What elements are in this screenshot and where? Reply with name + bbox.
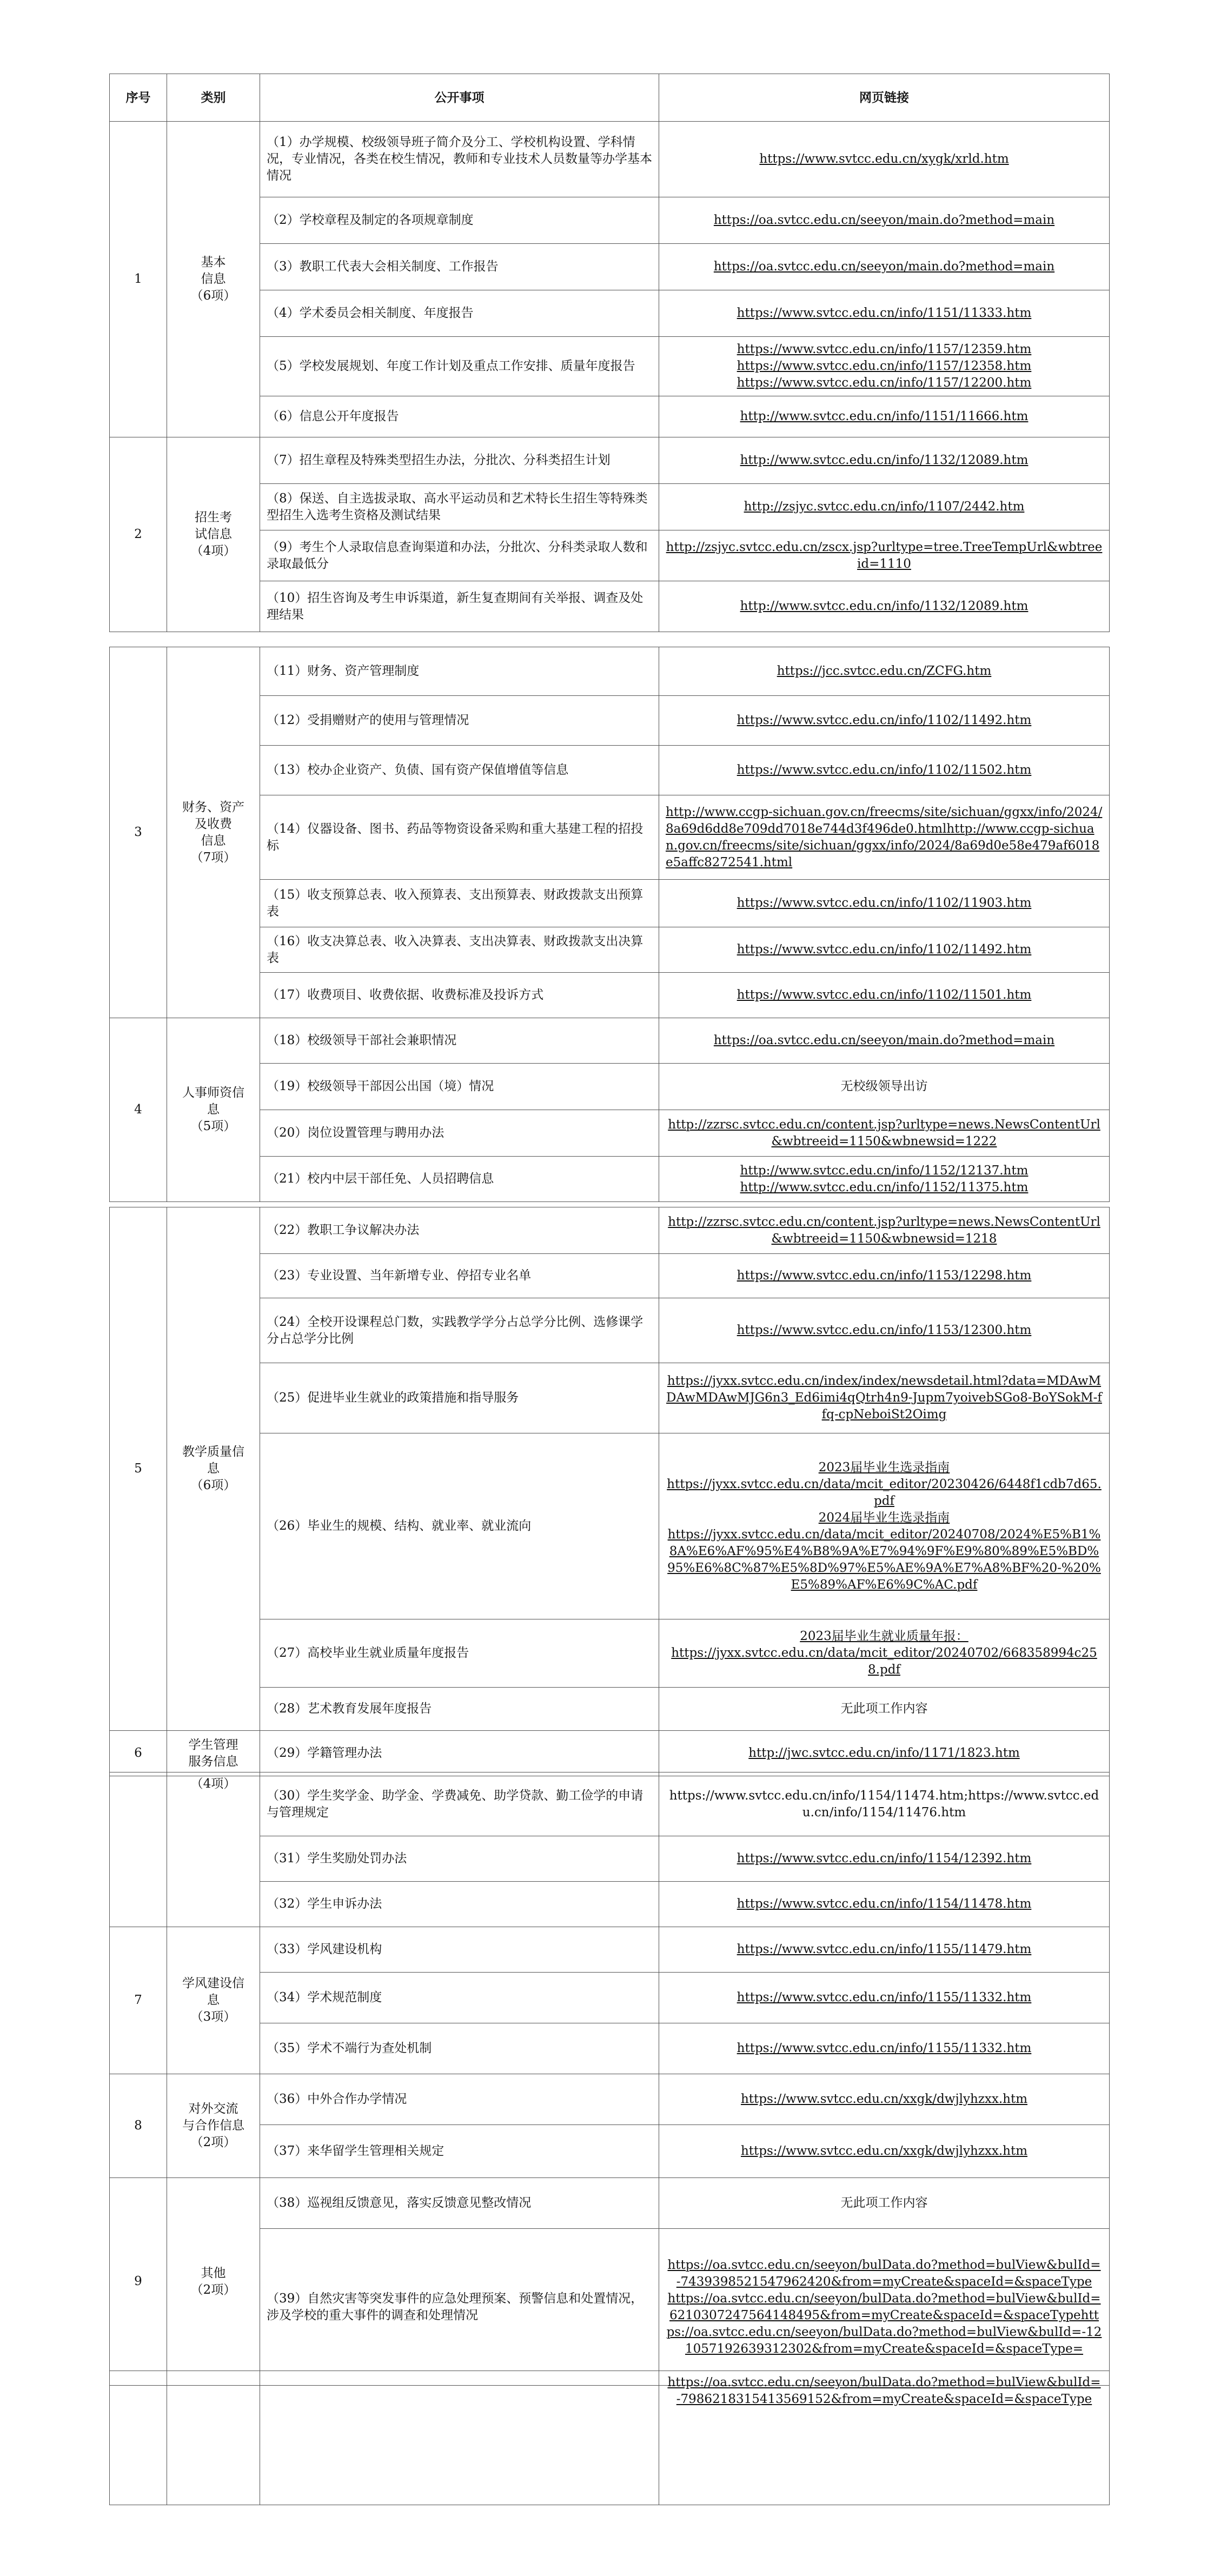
item-text: （38）巡视组反馈意见，落实反馈意见整改情况 <box>260 2178 659 2229</box>
item-link[interactable]: https://www.svtcc.edu.cn/info/1155/11332.htm <box>659 1973 1110 2023</box>
item-link[interactable]: https://www.svtcc.edu.cn/info/1154/12392.htm <box>659 1836 1110 1882</box>
item-link[interactable]: https://oa.svtcc.edu.cn/seeyon/main.do?method=main <box>659 197 1110 244</box>
item-text: （19）校级领导干部因公出国（境）情况 <box>260 1064 659 1110</box>
item-text: （20）岗位设置管理与聘用办法 <box>260 1110 659 1157</box>
item-link[interactable]: http://zsjyc.svtcc.edu.cn/zscx.jsp?urltype=tree.TreeTempUrl&wbtreeid=1110 <box>659 530 1110 581</box>
item-link[interactable]: http://www.svtcc.edu.cn/info/1152/12137.htm http://www.svtcc.edu.cn/info/1152/11375.htm <box>659 1157 1110 1202</box>
item-text: （28）艺术教育发展年度报告 <box>260 1688 659 1731</box>
item-link[interactable]: https://oa.svtcc.edu.cn/seeyon/bulData.do?method=bulView&bulId=-7439398521547962420&from=myCreate&spaceId=&spaceType https://oa.svtcc.edu.cn/seeyon/bulData.do?method=bulView&bulId=6210307247564148495&from=myCreate&spaceId=&spaceTypehttps://oa.svtcc.edu.cn/seeyon/bulData.do?method=bulView&bulId=-121057192639312302&from=myCreate&spaceId=&spaceType= <box>659 2229 1110 2386</box>
item-text: （33）学风建设机构 <box>260 1927 659 1973</box>
group-no: 4 <box>110 1018 167 1202</box>
item-text: （15）收支预算总表、收入预算表、支出预算表、财政拨款支出预算表 <box>260 880 659 927</box>
item-text: （6）信息公开年度报告 <box>260 396 659 437</box>
item-link[interactable]: https://www.svtcc.edu.cn/info/1151/11333.htm <box>659 290 1110 337</box>
item-link[interactable]: https://oa.svtcc.edu.cn/seeyon/main.do?method=main <box>659 1018 1110 1064</box>
item-link[interactable]: https://www.svtcc.edu.cn/xygk/xrld.htm <box>659 122 1110 197</box>
item-link[interactable]: https://www.svtcc.edu.cn/info/1155/11332.htm <box>659 2023 1110 2074</box>
item-link[interactable]: https://jyxx.svtcc.edu.cn/index/index/newsdetail.html?data=MDAwMDAwMDAwMJG6n3_Ed6imi4qQtrh4n9-Jupm7yoivebSGo8-BoYSokM-ffq-cpNeboiSt2Oimg <box>659 1363 1110 1433</box>
group-no: 8 <box>110 2074 167 2178</box>
group-category: 基本 信息 （6项） <box>167 122 260 437</box>
item-text: （5）学校发展规划、年度工作计划及重点工作安排、质量年度报告 <box>260 337 659 396</box>
item-link[interactable]: https://www.svtcc.edu.cn/info/1102/11903.htm <box>659 880 1110 927</box>
group-category: 学生管理 服务信息 <box>167 1731 260 1776</box>
item-text: （36）中外合作办学情况 <box>260 2074 659 2125</box>
group-no: 2 <box>110 437 167 632</box>
group-category: （4项） <box>167 1772 260 1927</box>
item-text: （17）收费项目、收费依据、收费标准及投诉方式 <box>260 973 659 1018</box>
item-text: （25）促进毕业生就业的政策措施和指导服务 <box>260 1363 659 1433</box>
group-category: 人事师资信 息 （5项） <box>167 1018 260 1202</box>
disclosure-table-page4 <box>109 1772 1110 2386</box>
item-link[interactable]: http://www.ccgp-sichuan.gov.cn/freecms/site/sichuan/ggxx/info/2024/8a69d6dd8e709dd7018e744d3f496de0.htmlhttp://www.ccgp-sichuan.gov.cn/freecms/site/sichuan/ggxx/info/2024/8a69d0e58e479af6018e5affc8272541.html <box>659 795 1110 880</box>
group-no: 9 <box>110 2178 167 2386</box>
item-link[interactable]: http://zsjyc.svtcc.edu.cn/info/1107/2442.htm <box>659 484 1110 530</box>
group-category: 财务、资产 及收费 信息 （7项） <box>167 647 260 1018</box>
item-link[interactable]: http://www.svtcc.edu.cn/info/1132/12089.htm <box>659 437 1110 484</box>
item-link[interactable]: https://www.svtcc.edu.cn/info/1153/12298.htm <box>659 1254 1110 1298</box>
group-no <box>110 1772 167 1927</box>
item-text: （32）学生申诉办法 <box>260 1882 659 1927</box>
item-text: （22）教职工争议解决办法 <box>260 1207 659 1254</box>
item-link: 无此项工作内容 <box>659 2178 1110 2229</box>
item-text: （26）毕业生的规模、结构、就业率、就业流向 <box>260 1433 659 1619</box>
item-link[interactable]: https://www.svtcc.edu.cn/info/1154/11474.htm;https://www.svtcc.edu.cn/info/1154/11476.htm <box>659 1772 1110 1836</box>
header-category: 类别 <box>167 74 260 122</box>
header-no: 序号 <box>110 74 167 122</box>
group-no: 6 <box>110 1731 167 1776</box>
item-link[interactable]: http://zzrsc.svtcc.edu.cn/content.jsp?urltype=news.NewsContentUrl&wbtreeid=1150&wbnewsid=1218 <box>659 1207 1110 1254</box>
item-text: （24）全校开设课程总门数，实践教学学分占总学分比例、选修课学分占总学分比例 <box>260 1298 659 1363</box>
item-text: （39）自然灾害等突发事件的应急处理预案、预警信息和处置情况，涉及学校的重大事件的调查和处理情况 <box>260 2229 659 2386</box>
item-link[interactable]: http://zzrsc.svtcc.edu.cn/content.jsp?urltype=news.NewsContentUrl&wbtreeid=1150&wbnewsid=1222 <box>659 1110 1110 1157</box>
item-text: （14）仪器设备、图书、药品等物资设备采购和重大基建工程的招投标 <box>260 795 659 880</box>
item-text: （4）学术委员会相关制度、年度报告 <box>260 290 659 337</box>
group-category-empty <box>167 2371 260 2505</box>
item-link[interactable]: https://oa.svtcc.edu.cn/seeyon/main.do?method=main <box>659 244 1110 290</box>
item-link[interactable]: https://www.svtcc.edu.cn/info/1102/11501.htm <box>659 973 1110 1018</box>
item-link[interactable]: http://jwc.svtcc.edu.cn/info/1171/1823.htm <box>659 1731 1110 1776</box>
group-no: 3 <box>110 647 167 1018</box>
group-no: 1 <box>110 122 167 437</box>
item-link[interactable]: https://www.svtcc.edu.cn/info/1153/12300.htm <box>659 1298 1110 1363</box>
disclosure-table-page5 <box>109 2371 1110 2505</box>
item-text: （10）招生咨询及考生申诉渠道，新生复查期间有关举报、调查及处理结果 <box>260 581 659 632</box>
item-link[interactable]: 2023届毕业生选录指南 https://jyxx.svtcc.edu.cn/data/mcit_editor/20230426/6448f1cdb7d65.pdf 2024届毕业生选录指南 https://jyxx.svtcc.edu.cn/data/mcit_editor/20240708/2024%E5%B1%8A%E6%AF%95%E4%B8%9A%E7%94%9F%E9%80%89%E5%BD%95%E6%8C%87%E5%8D%97%E5%AE%9A%E7%A8%BF%20-%20%E5%89%AF%E6%9C%AC.pdf <box>659 1433 1110 1619</box>
item-link[interactable]: https://www.svtcc.edu.cn/info/1154/11478.htm <box>659 1882 1110 1927</box>
item-link[interactable]: https://www.svtcc.edu.cn/info/1102/11492.htm <box>659 927 1110 973</box>
item-text: （1）办学规模、校级领导班子简介及分工、学校机构设置、学科情况，专业情况，各类在校生情况，教师和专业技术人员数量等办学基本情况 <box>260 122 659 197</box>
header-item: 公开事项 <box>260 74 659 122</box>
item-text: （21）校内中层干部任免、人员招聘信息 <box>260 1157 659 1202</box>
item-link[interactable]: http://www.svtcc.edu.cn/info/1151/11666.htm <box>659 396 1110 437</box>
item-text: （37）来华留学生管理相关规定 <box>260 2125 659 2178</box>
group-category: 招生考 试信息 （4项） <box>167 437 260 632</box>
item-link: 无此项工作内容 <box>659 1688 1110 1731</box>
item-text: （3）教职工代表大会相关制度、工作报告 <box>260 244 659 290</box>
item-text: （29）学籍管理办法 <box>260 1731 659 1776</box>
item-link: 无校级领导出访 <box>659 1064 1110 1110</box>
item-text: （8）保送、自主选拔录取、高水平运动员和艺术特长生招生等特殊类型招生入选考生资格及测试结果 <box>260 484 659 530</box>
item-text: （12）受捐赠财产的使用与管理情况 <box>260 696 659 746</box>
header-row <box>110 74 1110 122</box>
item-text: （9）考生个人录取信息查询渠道和办法，分批次、分科类录取人数和录取最低分 <box>260 530 659 581</box>
item-link[interactable]: 2023届毕业生就业质量年报： https://jyxx.svtcc.edu.cn/data/mcit_editor/20240702/668358994c258.pdf <box>659 1619 1110 1688</box>
disclosure-table-page2 <box>109 647 1110 1202</box>
item-text: （18）校级领导干部社会兼职情况 <box>260 1018 659 1064</box>
item-link[interactable]: https://www.svtcc.edu.cn/info/1102/11492.htm <box>659 696 1110 746</box>
header-link: 网页链接 <box>659 74 1110 122</box>
group-category: 教学质量信 息 （6项） <box>167 1207 260 1731</box>
item-text: （13）校办企业资产、负债、国有资产保值增值等信息 <box>260 746 659 795</box>
item-link[interactable]: https://jcc.svtcc.edu.cn/ZCFG.htm <box>659 647 1110 696</box>
item-link[interactable]: http://www.svtcc.edu.cn/info/1132/12089.htm <box>659 581 1110 632</box>
group-category: 其他 （2项） <box>167 2178 260 2386</box>
group-category: 对外交流 与合作信息 （2项） <box>167 2074 260 2178</box>
item-text: （23）专业设置、当年新增专业、停招专业名单 <box>260 1254 659 1298</box>
item-link[interactable]: https://oa.svtcc.edu.cn/seeyon/bulData.do?method=bulView&bulId=-7986218315413569152&from=myCreate&spaceId=&spaceType <box>659 2371 1110 2505</box>
item-text: （35）学术不端行为查处机制 <box>260 2023 659 2074</box>
item-link[interactable]: https://www.svtcc.edu.cn/info/1155/11479.htm <box>659 1927 1110 1973</box>
disclosure-table-page3 <box>109 1207 1110 1776</box>
group-no: 7 <box>110 1927 167 2074</box>
item-text: （2）学校章程及制定的各项规章制度 <box>260 197 659 244</box>
item-link[interactable]: https://www.svtcc.edu.cn/xxgk/dwjlyhzxx.htm <box>659 2074 1110 2125</box>
group-no-empty <box>110 2371 167 2505</box>
item-text: （16）收支决算总表、收入决算表、支出决算表、财政拨款支出决算表 <box>260 927 659 973</box>
item-text: （31）学生奖励处罚办法 <box>260 1836 659 1882</box>
item-link[interactable]: https://www.svtcc.edu.cn/xxgk/dwjlyhzxx.htm <box>659 2125 1110 2178</box>
item-link[interactable]: https://www.svtcc.edu.cn/info/1157/12359.htm https://www.svtcc.edu.cn/info/1157/12358.htm https://www.svtcc.edu.cn/info/1157/12200.htm <box>659 337 1110 396</box>
item-text: （34）学术规范制度 <box>260 1973 659 2023</box>
item-text: （30）学生奖学金、助学金、学费减免、助学贷款、勤工俭学的申请与管理规定 <box>260 1772 659 1836</box>
item-link[interactable]: https://www.svtcc.edu.cn/info/1102/11502.htm <box>659 746 1110 795</box>
item-text: （7）招生章程及特殊类型招生办法，分批次、分科类招生计划 <box>260 437 659 484</box>
item-text: （11）财务、资产管理制度 <box>260 647 659 696</box>
group-no: 5 <box>110 1207 167 1731</box>
disclosure-table <box>109 74 1110 632</box>
item-text <box>260 2371 659 2505</box>
group-category: 学风建设信 息 （3项） <box>167 1927 260 2074</box>
item-text: （27）高校毕业生就业质量年度报告 <box>260 1619 659 1688</box>
